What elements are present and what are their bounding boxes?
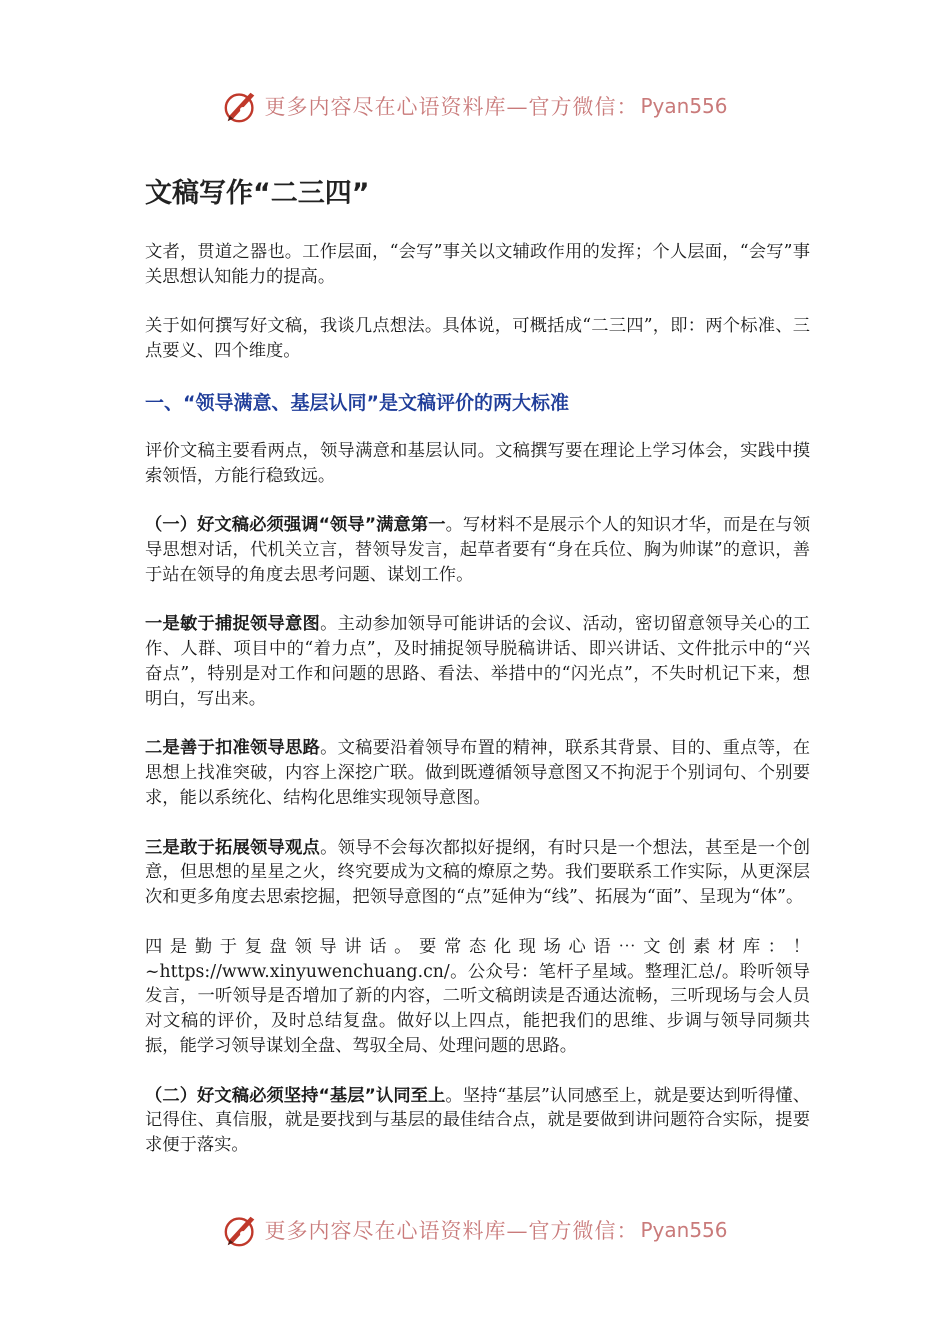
- watermark-text: 更多内容尽在心语资料库—官方微信：: [264, 1219, 639, 1243]
- intro-paragraph-2: 关于如何撰写好文稿，我谈几点想法。具体说，可概括成“二三四”，即：两个标准、三点要义、四个维度。: [145, 316, 810, 362]
- document-title: 文稿写作“二三四”: [145, 178, 370, 209]
- watermark-wechat-id: Pyan556: [640, 94, 728, 118]
- point-1-text: 。主动参加领导可能讲话的会议、活动，密切留意领导关心的工作、人群、项目中的“着力点”，及时捕捉领导脱稿讲话、即兴讲话、文件批示中的“兴奋点”，特别是对工作和问题的思路、看法、举措中的“闪光点”，不失时机记下来，想明白，写出来。: [145, 614, 810, 709]
- pen-logo-icon: [222, 87, 260, 125]
- point-1-lead: 一是敏于捕捉领导意图: [145, 614, 321, 635]
- point-3-lead: 三是敢于拓展领导观点: [145, 837, 321, 858]
- point-3: [145, 836, 810, 910]
- sub-section-2-text: 。坚持“基层”认同感至上，就是要达到听得懂、记得住、真信服，就是要找到与基层的最佳结合点，就是要做到讲问题符合实际，提要求便于落实。: [145, 1085, 811, 1156]
- section-1-heading: 一、“领导满意、基层认同”是文稿评价的两大标准: [145, 391, 569, 414]
- sub-section-1-text: 。写材料不是展示个人的知识才华，而是在与领导思想对话，代机关立言，替领导发言，起草者要有“身在兵位、胸为帅谋”的意识，善于站在领导的角度去思考问题、谋划工作。: [145, 515, 810, 585]
- watermark-top: [0, 84, 950, 128]
- point-1: [145, 612, 810, 711]
- point-2: [145, 736, 810, 810]
- point-2-text: 。文稿要沿着领导布置的精神，联系其背景、目的、重点等，在思想上找准突破，内容上深挖广联。做到既遵循领导意图又不拘泥于个别词句、个别要求，能以系统化、结构化思维实现领导意图。: [145, 738, 810, 808]
- watermark-bottom: [0, 1208, 950, 1252]
- sub-section-1: [145, 513, 810, 587]
- point-4: 四是勤于复盘领导讲话。要常态化现场心语⋯文创素材库：！~https://www.xinyuwenchuang.cn/。公众号：笔杆子星域。整理汇总/。聆听领导发言，一听领导是否增加了新的内容，二听文稿朗读是否通达流畅，三听现场与会人员对文稿的评价，及时总结复盘。做好以上四点，能把我们的思维、步调与领导同频共振，能学习领导谋划全盘、驾驭全局、处理问题的思路。: [145, 936, 810, 1056]
- watermark-wechat-id: Pyan556: [640, 1218, 728, 1242]
- watermark-text: 更多内容尽在心语资料库—官方微信：: [264, 95, 639, 119]
- document-body: [145, 174, 810, 1183]
- point-2-lead: 二是善于扣准领导思路: [145, 738, 321, 759]
- sub-section-1-lead: （一）好文稿必须强调“领导”满意第一: [145, 515, 446, 536]
- point-3-text: 。领导不会每次都拟好提纲，有时只是一个想法，甚至是一个创意，但思想的星星之火，终究要成为文稿的燎原之势。我们要联系工作实际，从更深层次和更多角度去思索挖掘，把领导意图的“点”延伸为“线”、拓展为“面”、呈现为“体”。: [145, 837, 810, 908]
- sub-section-2: [145, 1084, 810, 1158]
- intro-paragraph-1: 文者，贯道之器也。工作层面，“会写”事关以文辅政作用的发挥；个人层面，“会写”事关思想认知能力的提高。: [145, 242, 810, 287]
- sub-section-2-lead: （二）好文稿必须坚持“基层”认同至上: [145, 1085, 446, 1106]
- pen-logo-icon: [222, 1211, 260, 1249]
- section-1-intro: 评价文稿主要看两点，领导满意和基层认同。文稿撰写要在理论上学习体会，实践中摸索领悟，方能行稳致远。: [145, 440, 810, 486]
